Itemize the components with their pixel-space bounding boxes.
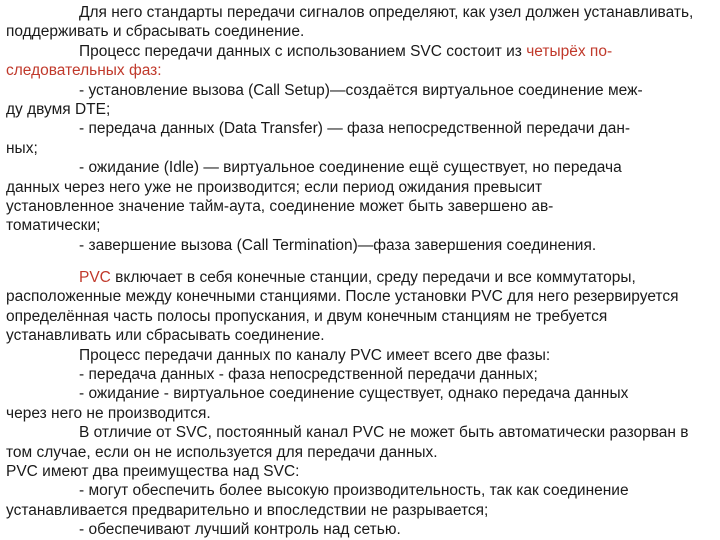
text-line: PVC имеют два преимущества над SVC: bbox=[6, 462, 300, 480]
highlighted-text: четырёх по- bbox=[526, 42, 613, 60]
list-item: - передача данных - фаза непосредственной передачи данных; bbox=[79, 366, 538, 384]
text-line: Для него стандарты передачи сигналов определяют, как узел должен устанавливать, bbox=[79, 4, 694, 21]
text-line: поддерживать и сбрасывать соединение. bbox=[6, 23, 305, 41]
list-item: - ожидание (Idle) — виртуальное соединение ещё существует, но передача bbox=[79, 159, 622, 177]
text-line: ду двумя DTE; bbox=[6, 100, 111, 118]
list-item: - могут обеспечить более высокую производительность, так как соединение bbox=[79, 482, 629, 500]
text-line bbox=[6, 42, 714, 61]
paragraph-gap bbox=[6, 255, 714, 268]
text-line: В отличие от SVC, постоянный канал PVC не может быть автоматически разорван в bbox=[79, 424, 689, 442]
list-item: - завершение вызова (Call Termination)—фаза завершения соединения. bbox=[79, 236, 597, 254]
document-body bbox=[6, 3, 714, 540]
list-item: - ожидание - виртуальное соединение существует, однако передача данных bbox=[79, 385, 629, 403]
list-item: - установление вызова (Call Setup)—создаётся виртуальное соединение меж- bbox=[79, 81, 643, 99]
highlighted-text: следовательных фаз: bbox=[6, 62, 162, 80]
text-line: томатически; bbox=[6, 217, 101, 235]
text-line: через него не производится. bbox=[6, 404, 211, 422]
text-line: Процесс передачи данных по каналу PVC имеет всего две фазы: bbox=[79, 346, 551, 364]
text-line: устанавливается предварительно и впоследствии не разрывается; bbox=[6, 501, 489, 519]
text-line: ных; bbox=[6, 139, 38, 157]
text-line: расположенные между конечными станциями. После установки PVC для него резервируется bbox=[6, 288, 679, 306]
highlighted-text: PVC bbox=[79, 269, 111, 287]
text-line: том случае, если он не используется для передачи данных. bbox=[6, 443, 438, 461]
list-item: - передача данных (Data Transfer) — фаза непосредственной передачи дан- bbox=[79, 120, 631, 138]
text-line bbox=[6, 268, 714, 287]
text-line: данных через него уже не производится; если период ожидания превысит bbox=[6, 178, 543, 196]
text-span: включает в себя конечные станции, среду передачи и все коммутаторы, bbox=[110, 269, 636, 287]
list-item: - обеспечивают лучший контроль над сетью. bbox=[79, 521, 401, 539]
text-line: устанавливать или сбрасывать соединение. bbox=[6, 327, 325, 345]
text-span: Процесс передачи данных с использованием SVC состоит из bbox=[79, 42, 527, 60]
text-line: установленное значение тайм-аута, соединение может быть завершено ав- bbox=[6, 197, 554, 215]
text-line: определённая часть полосы пропускания, и двум конечным станциям не требуется bbox=[6, 307, 608, 325]
